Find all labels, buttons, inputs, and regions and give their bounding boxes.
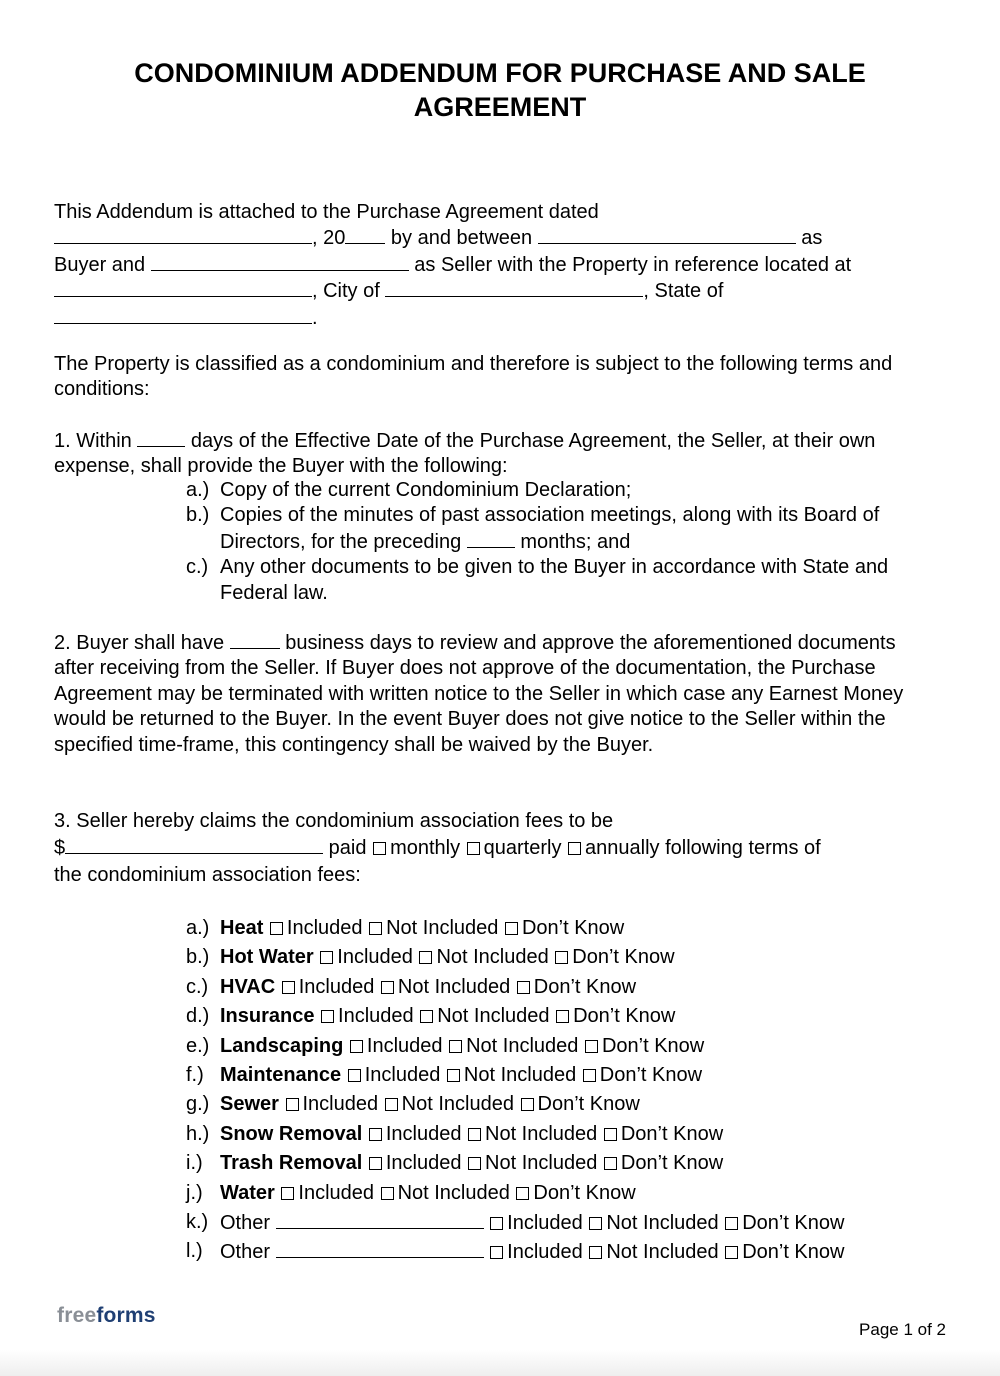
fee-item-row: d.) Insurance Included Not Included Don’t Know	[186, 1004, 844, 1033]
dont-know-checkbox[interactable]	[604, 1128, 617, 1141]
buyer-name-blank[interactable]	[538, 225, 796, 244]
included-checkbox[interactable]	[490, 1246, 503, 1259]
fee-item-marker: g.)	[186, 1093, 210, 1116]
fee-item-label: Trash Removal	[220, 1152, 363, 1175]
dont-know-checkbox[interactable]	[555, 951, 568, 964]
page-number: Page 1 of 2	[859, 1320, 946, 1339]
intro-paragraph	[54, 200, 920, 331]
fee-item-row: b.) Hot Water Included Not Included Don’t Know	[186, 945, 844, 974]
dont-know-checkbox[interactable]	[517, 981, 530, 994]
fee-item-marker: k.)	[186, 1210, 209, 1233]
not-included-checkbox[interactable]	[420, 1010, 433, 1023]
fee-item-marker: f.)	[186, 1063, 204, 1086]
not-included-checkbox[interactable]	[381, 981, 394, 994]
not-included-checkbox[interactable]	[419, 951, 432, 964]
included-checkbox[interactable]	[286, 1098, 299, 1111]
included-checkbox[interactable]	[369, 1128, 382, 1141]
fee-amount-blank[interactable]	[65, 835, 323, 854]
section-3: 3. Seller hereby claims the condominium association fees to be $ paid monthly quarterly annually following terms of the condominium association fees:	[54, 810, 821, 886]
list-item: a.) Copy of the current Condominium Declaration;	[186, 479, 632, 501]
fee-item-label: Heat	[220, 917, 264, 939]
included-checkbox[interactable]	[321, 1010, 334, 1023]
year-blank[interactable]	[345, 225, 385, 244]
other-fee-blank[interactable]	[276, 1239, 484, 1258]
page-bottom-shadow	[0, 1350, 1000, 1376]
fee-item-row: f.) Maintenance Included Not Included Don’t Know	[186, 1063, 844, 1092]
included-checkbox[interactable]	[320, 951, 333, 964]
intro-line-1: This Addendum is attached to the Purchase Agreement dated	[54, 201, 599, 223]
intro-line-2: , 20 by and between as	[54, 225, 920, 251]
dont-know-checkbox[interactable]	[583, 1069, 596, 1082]
fee-item-marker: b.)	[186, 946, 210, 969]
included-checkbox[interactable]	[282, 981, 295, 994]
quarterly-checkbox[interactable]	[467, 842, 480, 855]
included-checkbox[interactable]	[350, 1040, 363, 1053]
dont-know-checkbox[interactable]	[521, 1098, 534, 1111]
not-included-checkbox[interactable]	[381, 1187, 394, 1200]
fee-item-label: Hot Water	[220, 946, 314, 969]
days-blank[interactable]	[137, 428, 185, 447]
fee-item-row: k.) Other Included Not Included Don’t Know	[186, 1210, 845, 1234]
included-checkbox[interactable]	[490, 1217, 503, 1230]
fee-item-row: c.) HVAC Included Not Included Don’t Know	[186, 975, 844, 1004]
fee-item-label: Snow Removal	[220, 1122, 363, 1145]
fee-item-row: a.) Heat Included Not Included Don’t Know	[186, 916, 844, 945]
dont-know-checkbox[interactable]	[725, 1217, 738, 1230]
fee-item-marker: j.)	[186, 1181, 203, 1204]
months-blank[interactable]	[467, 529, 515, 548]
business-days-blank[interactable]	[230, 630, 280, 649]
fee-item-marker: c.)	[186, 975, 209, 998]
fee-item-row: i.) Trash Removal Included Not Included Don’t Know	[186, 1151, 844, 1180]
fee-item-label: Other	[220, 1241, 271, 1264]
fee-item-label: HVAC	[220, 975, 276, 998]
fee-item-row: h.) Snow Removal Included Not Included Don’t Know	[186, 1122, 844, 1151]
list-item: c.) Any other documents to be given to the Buyer in accordance with State and Federal law.	[186, 556, 889, 604]
dont-know-checkbox[interactable]	[604, 1157, 617, 1170]
dont-know-checkbox[interactable]	[516, 1187, 529, 1200]
intro-line-3: Buyer and as Seller with the Property in reference located at	[54, 253, 852, 276]
fee-item-marker: i.)	[186, 1152, 203, 1175]
fee-item-marker: d.)	[186, 1005, 210, 1028]
fee-item-marker: a.)	[186, 917, 210, 939]
not-included-checkbox[interactable]	[589, 1246, 602, 1259]
other-fee-blank[interactable]	[276, 1210, 484, 1229]
included-checkbox[interactable]	[270, 922, 283, 935]
fee-item-label: Insurance	[220, 1005, 315, 1028]
fee-item-row: l.) Other Included Not Included Don’t Know	[186, 1240, 845, 1264]
address-blank[interactable]	[54, 278, 312, 297]
section-1-list	[186, 478, 916, 606]
city-blank[interactable]	[385, 278, 643, 297]
included-checkbox[interactable]	[369, 1157, 382, 1170]
not-included-checkbox[interactable]	[468, 1128, 481, 1141]
annually-checkbox[interactable]	[568, 842, 581, 855]
fee-item-label: Landscaping	[220, 1034, 344, 1057]
dont-know-checkbox[interactable]	[585, 1040, 598, 1053]
intro-line-5: .	[54, 305, 920, 331]
included-checkbox[interactable]	[281, 1187, 294, 1200]
freeforms-logo: freeforms	[57, 1304, 156, 1327]
section-1: 1. Within days of the Effective Date of the Purchase Agreement, the Seller, at their own expense, shall provide the Buyer with the following:	[54, 430, 876, 478]
fee-item-row: e.) Landscaping Included Not Included Don’t Know	[186, 1034, 844, 1063]
dont-know-checkbox[interactable]	[505, 922, 518, 935]
dont-know-checkbox[interactable]	[725, 1246, 738, 1259]
not-included-checkbox[interactable]	[369, 922, 382, 935]
fee-item-row: g.) Sewer Included Not Included Don’t Know	[186, 1092, 844, 1121]
state-blank[interactable]	[54, 305, 312, 324]
not-included-checkbox[interactable]	[447, 1069, 460, 1082]
fee-item-label: Sewer	[220, 1093, 279, 1116]
monthly-checkbox[interactable]	[373, 842, 386, 855]
date-blank[interactable]	[54, 225, 312, 244]
not-included-checkbox[interactable]	[589, 1217, 602, 1230]
fee-items-list	[186, 916, 844, 1269]
not-included-checkbox[interactable]	[385, 1098, 398, 1111]
fee-item-label: Water	[220, 1181, 275, 1204]
classification-paragraph: The Property is classified as a condominium and therefore is subject to the following terms and conditions:	[54, 353, 893, 401]
dont-know-checkbox[interactable]	[556, 1010, 569, 1023]
document-title: CONDOMINIUM ADDENDUM FOR PURCHASE AND SALE AGREEMENT	[134, 58, 866, 122]
fee-item-label: Maintenance	[220, 1063, 342, 1086]
seller-name-blank[interactable]	[151, 252, 409, 271]
intro-line-4: , City of , State of	[54, 278, 920, 304]
fee-item-marker: e.)	[186, 1034, 210, 1057]
list-item: b.) Copies of the minutes of past association meetings, along with its Board of Directors, for the preceding months; and	[186, 504, 880, 553]
not-included-checkbox[interactable]	[449, 1040, 462, 1053]
included-checkbox[interactable]	[348, 1069, 361, 1082]
fee-item-row: j.) Water Included Not Included Don’t Know	[186, 1181, 844, 1210]
section-2: 2. Buyer shall have business days to review and approve the aforementioned documents after receiving from the Seller. If Buyer does not approve of the documentation, the Purchase Agreement may be terminated with written notice to the Seller in which case any Earnest Money would be returned to the Buyer. In the event Buyer does not give notice to the Seller within the specified time-frame, this contingency shall be waived by the Buyer.	[54, 632, 904, 756]
fee-item-marker: h.)	[186, 1122, 210, 1145]
fee-item-label: Other	[220, 1211, 271, 1234]
fee-item-marker: l.)	[186, 1240, 203, 1263]
not-included-checkbox[interactable]	[468, 1157, 481, 1170]
